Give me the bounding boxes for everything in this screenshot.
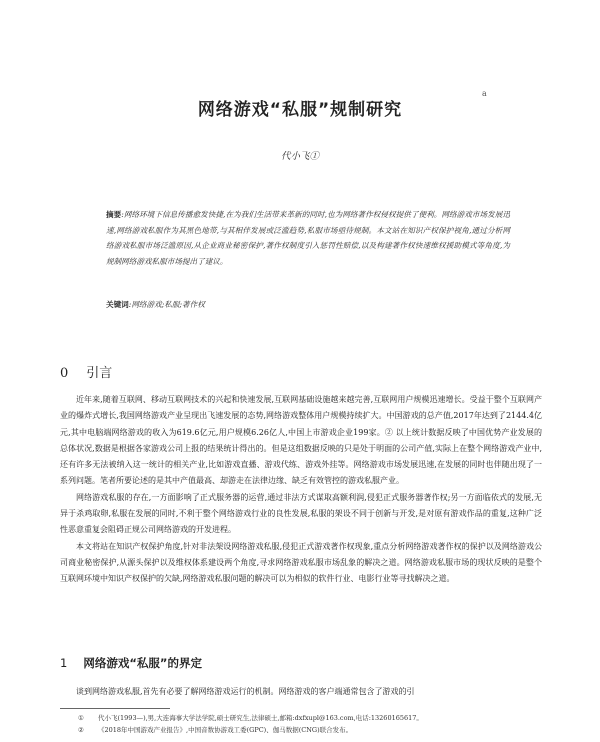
paper-title: 网络游戏“私服”规制研究 <box>197 100 403 120</box>
footnote-mark: ① <box>78 714 84 722</box>
footnote-divider <box>60 708 170 709</box>
footnote-text: 代小飞(1993—),男,大连海事大学法学院,硕士研究生,法律硕士,邮箱:dxfxupl@163.com,电话:13260165617。 <box>98 714 423 722</box>
abstract-block <box>106 207 510 269</box>
keywords-text: :网络游戏;私服;著作权 <box>128 300 205 309</box>
abstract-label: 摘要 <box>106 210 122 219</box>
intro-body <box>60 392 542 588</box>
author-line: 代小飞① <box>280 151 319 162</box>
definition-body <box>60 684 542 700</box>
footnotes <box>78 712 548 736</box>
keywords-label: 关键词 <box>106 300 129 309</box>
section-heading-intro <box>60 362 112 381</box>
section-title: 网络游戏“私服”的界定 <box>83 656 202 670</box>
section-heading-definition <box>60 655 202 671</box>
footnote <box>78 724 548 736</box>
corner-mark: a <box>482 89 487 98</box>
section-title: 引言 <box>86 366 113 381</box>
paragraph: 网络游戏私服的存在,一方面影响了正式服务器的运营,通过非法方式谋取高额利润,侵犯正式服务器著作权;另一方面临依式的发展,无异于杀鸡取卵,私服在发展的同时,不利于整个网络游戏行业的良性发展,私服的架设不同于创新与开发,是对原有游戏作品的重复,这种广泛性恶意重复会阻碍正规公司网络游戏的开发进程。 <box>60 492 542 535</box>
keywords-block <box>106 299 510 310</box>
section-number: 1 <box>60 656 68 670</box>
footnote <box>78 712 548 724</box>
abstract-text: :网络环境下信息传播愈发快捷,在为我们生活带来革新的同时,也为网络著作权侵权提供了便利。网络游戏市场发展迅速,网络游戏私服作为其黑色地带,与其相伴发展或泛滥趋势,私服市场亟待规制。本文站在知识产权保护视角,通过分析网络游戏私服市场泛滥原因,从企业商业秘密保护,著作权制度引入惩罚性赔偿,以及构建著作权快速维权援助模式等角度,为规制网络游戏私服市场提出了建议。 <box>106 210 511 266</box>
paragraph: 近年来,随着互联网、移动互联网技术的兴起和快速发展,互联网基础设施越来越完善,互联网用户规模迅速增长。受益于整个互联网产业的爆炸式增长,我国网络游戏产业呈现出飞速发展的态势,网络游戏整体用户规模持续扩大。中国游戏的总产值,2017年达到了2144.4亿元,其中电脑端网络游戏的收入为619.6亿元,用户规模6.26亿人,中国上市游戏企业199家。② 以上统计数据反映了中国优势产业发展的总体状况,数据是根据各家游戏公司上报的结果统计得出的。但是这组数据反映的只是处于明面的公司产值,实际上在整个网络游戏产业中,还有许多无法被纳入这一统计的相关产业,比如游戏直播、游戏代练、游戏外挂等。网络游戏市场发展迅速,在发展的同时也伴随出现了一系列问题。笔者所要论述的是其中产值最高、却游走在法律边缘、缺乏有效管控的游戏私服产业。 <box>60 395 542 486</box>
paragraph: 谈到网络游戏私服,首先有必要了解网络游戏运行的机制。网络游戏的客户端通常包含了游戏的引 <box>76 687 415 696</box>
paragraph: 本文将站在知识产权保护角度,针对非法架设网络游戏私服,侵犯正式游戏著作权现象,重点分析网络游戏著作权的保护以及网络游戏公司商业秘密保护,从源头保护以及维权体系建设两个角度,寻求网络游戏私服市场乱象的解决之道。网络游戏私服市场的现状反映的是整个互联网环境中知识产权保护的欠缺,网络游戏私服问题的解决可以为相似的软件行业、电影行业等寻找解决之道。 <box>60 541 542 584</box>
footnote-mark: ② <box>78 726 84 734</box>
footnote-text: 《2018年中国游戏产业报告》,中国音数协游戏工委(GPC)、伽马数据(CNG)联合发布。 <box>98 726 353 734</box>
section-number: 0 <box>60 366 69 381</box>
